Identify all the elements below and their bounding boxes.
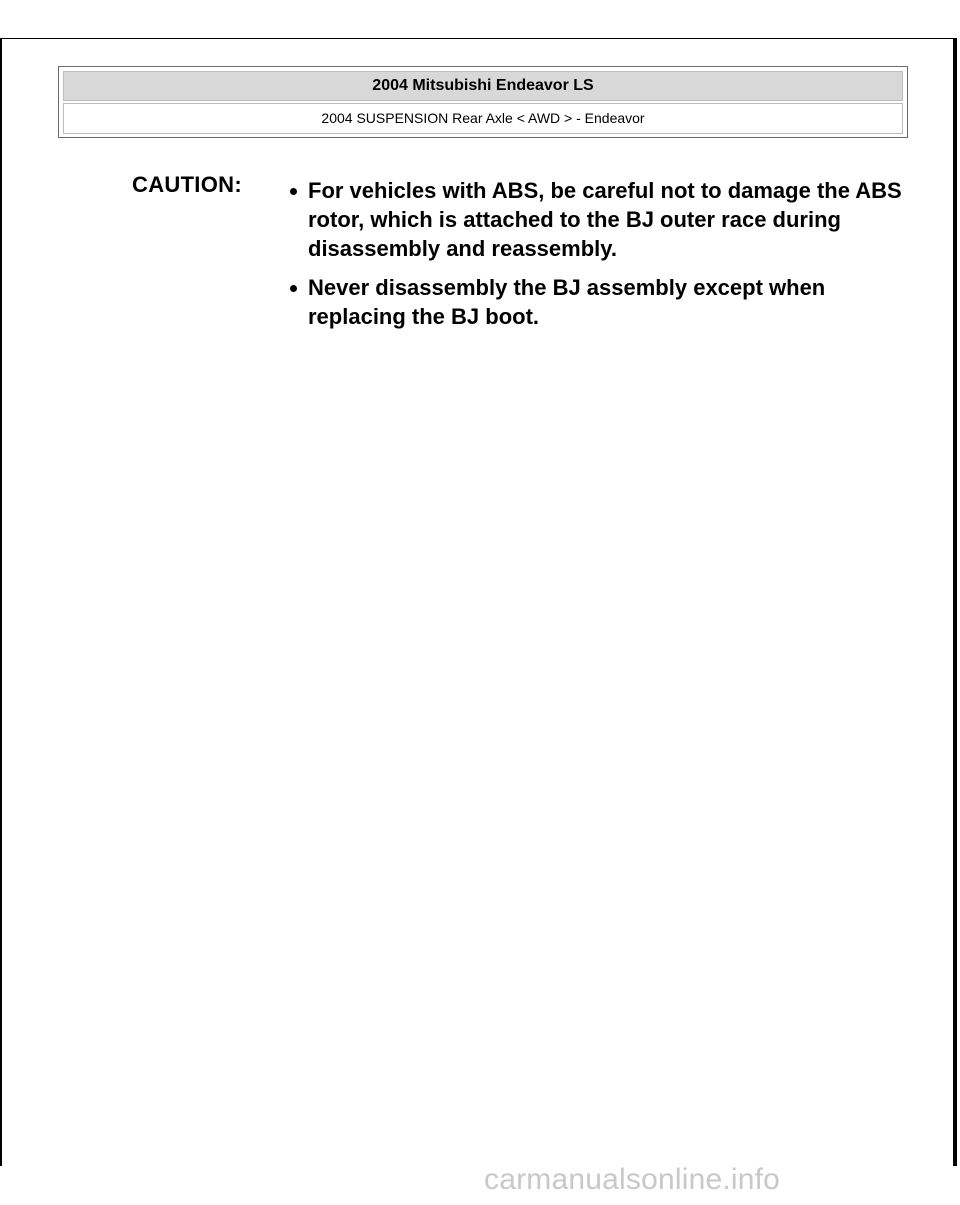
bullet-icon [290,285,297,292]
document-header [58,66,908,138]
caution-item-text: For vehicles with ABS, be careful not to damage the ABS rotor, which is attached to the BJ outer race during disassembly and reassembly. [308,178,902,261]
list-item [286,273,916,331]
list-item [286,176,916,263]
caution-item-text: Never disassembly the BJ assembly except when replacing the BJ boot. [308,275,826,329]
caution-list [286,176,916,341]
vehicle-title: 2004 Mitsubishi Endeavor LS [63,71,903,101]
watermark: carmanualsonline.info [484,1163,781,1196]
section-subtitle: 2004 SUSPENSION Rear Axle < AWD > - Endeavor [63,103,903,134]
caution-label: CAUTION: [132,172,242,197]
bullet-icon [290,188,297,195]
